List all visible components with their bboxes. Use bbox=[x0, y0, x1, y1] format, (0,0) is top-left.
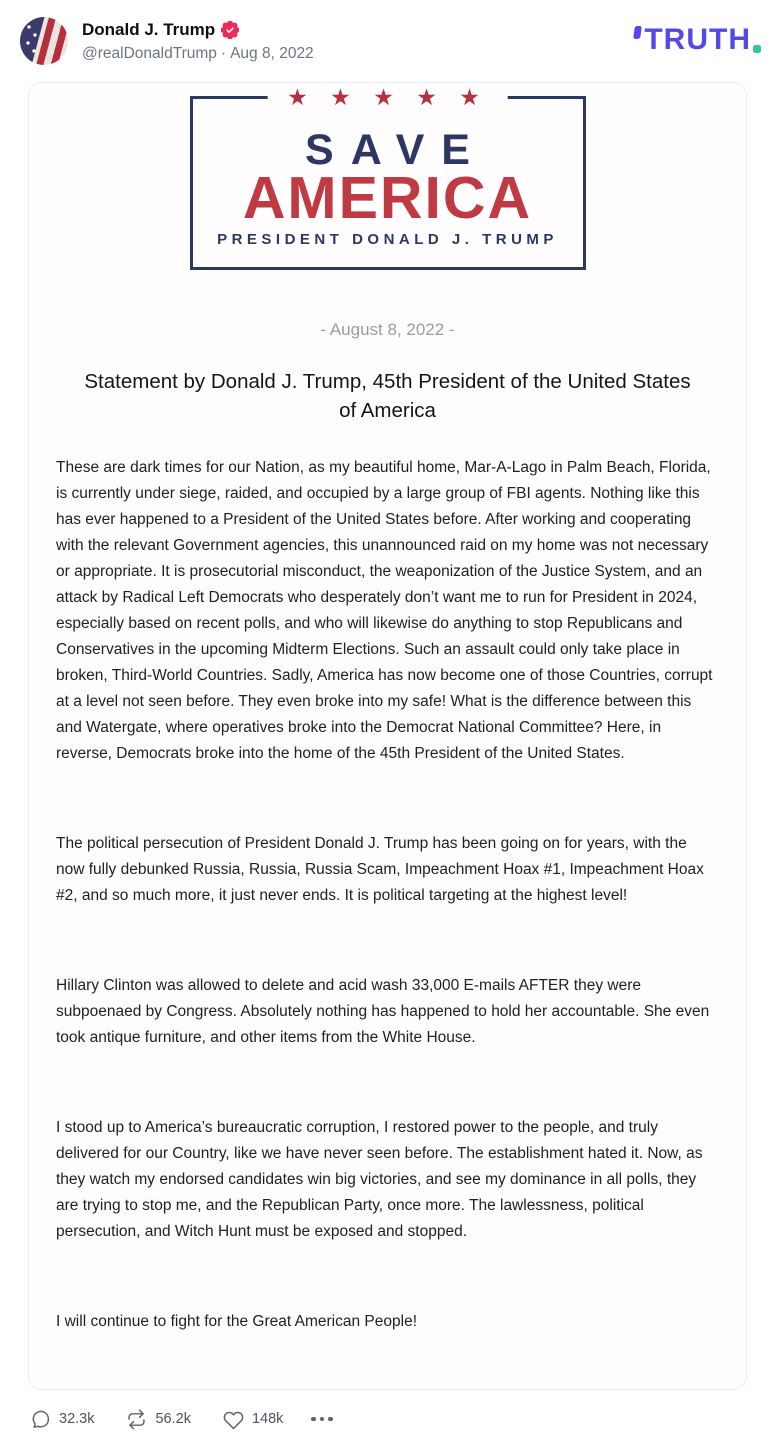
statement-paragraph: These are dark times for our Nation, as my beautiful home, Mar-A-Lago in Palm Beach, Florida, is currently under siege, raided, and occupied by a large group of FBI agents. Nothing like this has ever happened to a President of the United States before. After working and cooperating with the relevant Government agencies, this unannounced raid on my home was not necessary or appropriate. It is prosecutorial misconduct, the weaponization of the Justice System, and an attack by Radical Left Democrats who desperately don’t want me to run for President in 2024, especially based on recent polls, and who will likewise do anything to stop Republicans and Conservatives in the upcoming Midterm Elections. Such an assault could only take place in broken, Third-World Countries. Sadly, America has now become one of those Countries, corrupt at a level not seen before. They even broke into my safe! What is the difference between this and Watergate, where operatives broke into the Democrat National Committee? Here, in reverse, Democrats broke into the home of the 45th President of the United States. bbox=[56, 459, 713, 762]
reply-bubble-icon bbox=[30, 1409, 51, 1430]
president-donald-j-trump-text: PRESIDENT DONALD J. TRUMP bbox=[217, 231, 558, 249]
statement-paragraph: The political persecution of President Donald J. Trump has been going on for years, with the now fully debunked Russia, Russia, Russia Scam, Impeachment Hoax #1, Impeachment Hoax #2, and so much more, it just never ends. It is political targeting at the highest level! bbox=[56, 835, 704, 904]
retruth-count: 56.2k bbox=[155, 1411, 191, 1427]
statement-body bbox=[56, 455, 719, 1335]
author-block bbox=[82, 20, 314, 63]
post-header bbox=[0, 0, 777, 82]
statement-image[interactable] bbox=[28, 82, 747, 1390]
statement-paragraph: I will continue to fight for the Great American People! bbox=[56, 1313, 417, 1330]
handle-date-separator: · bbox=[220, 45, 227, 62]
america-text: AMERICA bbox=[242, 165, 533, 232]
heart-icon bbox=[223, 1409, 244, 1430]
statement-paragraph: Hillary Clinton was allowed to delete and acid wash 33,000 E-mails AFTER they were subpoenaed by Congress. Absolutely nothing has happened to hold her accountable. She even took antique furniture, and other items from the White House. bbox=[56, 977, 710, 1046]
retruth-button[interactable] bbox=[126, 1409, 190, 1430]
author-handle[interactable]: @realDonaldTrump bbox=[82, 45, 217, 62]
truth-logo-text: TRUTH bbox=[644, 23, 751, 56]
save-america-logo-box bbox=[190, 84, 586, 270]
avatar[interactable] bbox=[20, 17, 68, 65]
reply-button[interactable] bbox=[30, 1409, 94, 1430]
action-bar bbox=[30, 1401, 333, 1437]
display-name[interactable]: Donald J. Trump bbox=[82, 20, 216, 39]
truth-logo-dot bbox=[753, 45, 761, 53]
like-button[interactable] bbox=[223, 1409, 283, 1430]
statement-date: - August 8, 2022 - bbox=[320, 320, 455, 339]
stars-row: ★ ★ ★ ★ ★ bbox=[267, 84, 508, 112]
more-dots-icon bbox=[311, 1417, 316, 1422]
truth-logo-apostrophe-mark bbox=[633, 26, 642, 39]
statement-paragraph: I stood up to America’s bureaucratic corruption, I restored power to the people, and truly delivered for our Country, like we have never seen before. The establishment hated it. Now, as they watch my endorsed candidates win big victories, and see my dominance in all polls, they are trying to stop me, and the Republican Party, once more. The lawlessness, political persecution, and Witch Hunt must be exposed and stopped. bbox=[56, 1119, 703, 1240]
reply-count: 32.3k bbox=[59, 1411, 95, 1427]
statement-title: Statement by Donald J. Trump, 45th President of the United States of America bbox=[84, 370, 691, 422]
like-count: 148k bbox=[251, 1411, 284, 1427]
save-text: SAVE bbox=[305, 126, 487, 174]
post-date[interactable]: Aug 8, 2022 bbox=[230, 45, 314, 62]
verified-badge-icon bbox=[221, 21, 239, 39]
more-options-button[interactable] bbox=[311, 1417, 333, 1422]
retruth-icon bbox=[126, 1409, 147, 1430]
handle-line bbox=[82, 45, 314, 63]
truth-social-logo[interactable] bbox=[634, 25, 761, 55]
